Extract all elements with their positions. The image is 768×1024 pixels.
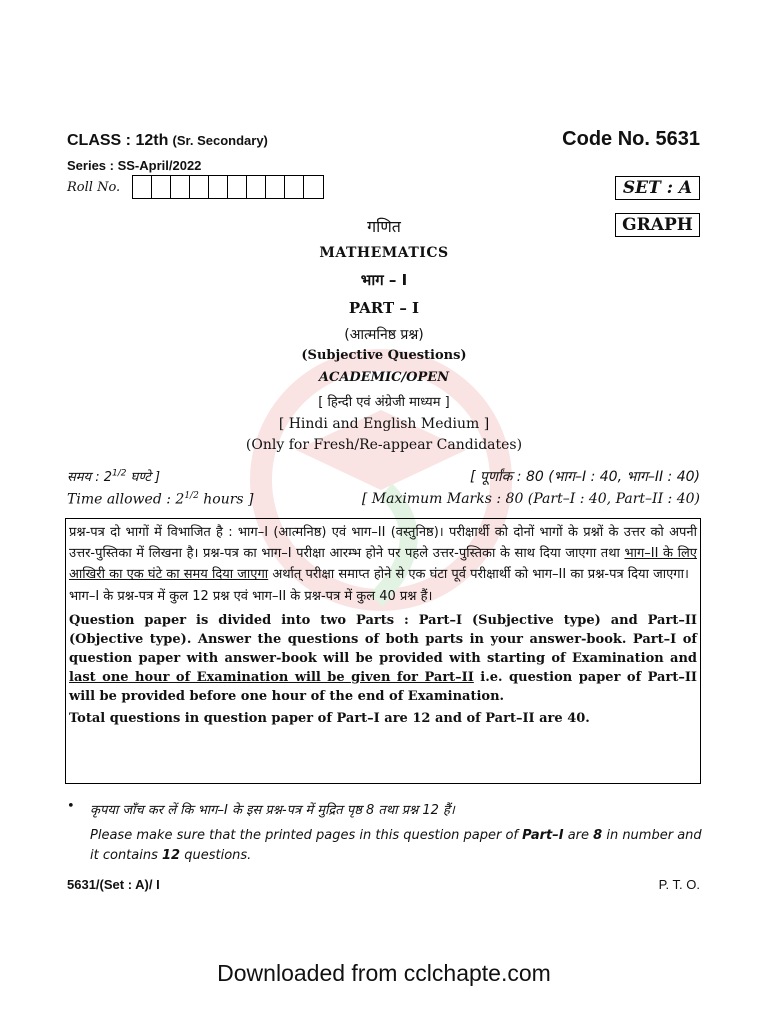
series-label: Series : SS-April/2022 bbox=[67, 158, 202, 173]
academic-open: ACADEMIC/OPEN bbox=[318, 370, 450, 385]
instructions-english bbox=[69, 611, 697, 706]
note-en-a: Please make sure that the printed pages in this question paper of bbox=[90, 828, 523, 843]
part-hindi: भाग – I bbox=[360, 271, 408, 289]
marks-english: [ Maximum Marks : 80 (Part–I : 40, Part–II : 40) bbox=[361, 491, 700, 507]
note-en-d: questions. bbox=[180, 848, 252, 863]
roll-box[interactable] bbox=[209, 176, 228, 198]
time-en-fraction: 1/2 bbox=[184, 491, 199, 501]
class-sub: (Sr. Secondary) bbox=[172, 133, 268, 148]
roll-box[interactable] bbox=[266, 176, 285, 198]
note-en-questions: 12 bbox=[162, 848, 181, 863]
subjective-hindi: (आत्मनिष्ठ प्रश्न) bbox=[344, 327, 424, 343]
instr-hi-underlined: भाग–II के लिए आखिरी का एक घंटे का समय दिया जाएगा bbox=[69, 546, 697, 582]
medium-hindi: [ हिन्दी एवं अंग्रेजी माध्यम ] bbox=[318, 395, 450, 410]
roll-box[interactable] bbox=[190, 176, 209, 198]
class-line bbox=[67, 132, 268, 150]
time-hi-fraction: 1/2 bbox=[112, 468, 127, 479]
medium-english: [ Hindi and English Medium ] bbox=[278, 416, 490, 432]
time-hindi bbox=[67, 467, 160, 485]
pto-label: P. T. O. bbox=[658, 877, 700, 892]
note-english bbox=[90, 826, 702, 866]
time-hi-unit: घण्टे ] bbox=[126, 470, 161, 485]
candidates-note: (Only for Fresh/Re-appear Candidates) bbox=[245, 437, 523, 453]
marks-hindi: [ पूर्णांक : 80 (भाग–I : 40, भाग–II : 40) bbox=[469, 469, 700, 485]
subject-hindi: गणित bbox=[367, 217, 401, 236]
instructions-box bbox=[65, 518, 701, 784]
note-en-b: are bbox=[563, 828, 594, 843]
instructions-english-total: Total questions in question paper of Part–I are 12 and of Part–II are 40. bbox=[69, 711, 590, 726]
code-number: Code No. 5631 bbox=[562, 128, 700, 150]
roll-no-boxes[interactable] bbox=[132, 175, 324, 199]
note-en-part: Part–I bbox=[522, 828, 564, 843]
time-en-unit: hours ] bbox=[198, 491, 254, 508]
roll-box[interactable] bbox=[285, 176, 304, 198]
time-english bbox=[67, 491, 254, 508]
instr-en-underlined: last one hour of Examination will be given for Part–II bbox=[69, 670, 474, 685]
graph-label: GRAPH bbox=[615, 213, 700, 237]
part-english: PART – I bbox=[348, 299, 420, 317]
instructions-hindi bbox=[69, 522, 697, 585]
instr-hi-a: प्रश्न-पत्र दो भागों में विभाजित है : भाग–I (आत्मनिष्ठ) एवं भाग–II (वस्तुनिष्ठ)। परीक्षार्थी को दोनों भागों के प्रश्नों के उत्तर को अपनी उत्तर-पुस्तिका में लिखना है। प्रश्न-पत्र का भाग–I परीक्षा आरम्भ होने पर पहले उत्तर-पुस्तिका के साथ दिया जाएगा तथा bbox=[69, 525, 697, 561]
instr-en-a: Question paper is divided into two Parts : Part–I (Subjective type) and Part–II (Objective type). Answer the questions of both parts in your answer-book. Part–I of question paper with answer-book will be provided with starting of Examination and bbox=[69, 613, 697, 666]
time-hi-text: समय : 2 bbox=[67, 470, 113, 485]
roll-box[interactable] bbox=[247, 176, 266, 198]
roll-box[interactable] bbox=[228, 176, 247, 198]
note-en-c: in number and it contains bbox=[90, 828, 702, 863]
class-label: CLASS : 12th bbox=[67, 132, 169, 149]
time-en-text: Time allowed : 2 bbox=[67, 491, 185, 508]
note-en-pages: 8 bbox=[593, 828, 603, 843]
roll-box[interactable] bbox=[171, 176, 190, 198]
subjective-english: (Subjective Questions) bbox=[301, 348, 467, 363]
note-hindi: कृपया जाँच कर लें कि भाग–I के इस प्रश्न-पत्र में मुद्रित पृष्ठ 8 तथा प्रश्न 12 हैं। bbox=[90, 803, 455, 818]
roll-no-label: Roll No. bbox=[67, 180, 121, 195]
roll-box[interactable] bbox=[152, 176, 171, 198]
footer-code: 5631/(Set : A)/ I bbox=[67, 877, 160, 892]
roll-box[interactable] bbox=[304, 176, 323, 198]
downloaded-from: Downloaded from cclchapte.com bbox=[217, 960, 551, 986]
instr-en-b: i.e. question paper of Part–II will be provided before one hour of the end of Examination. bbox=[69, 670, 697, 704]
bullet-icon: • bbox=[67, 799, 75, 814]
instructions-hindi-total: भाग–I के प्रश्न-पत्र में कुल 12 प्रश्न एवं भाग–II के प्रश्न-पत्र में कुल 40 प्रश्न हैं। bbox=[69, 589, 433, 604]
instr-hi-b: अर्थात् परीक्षा समाप्त होने से एक घंटा पूर्व परीक्षार्थी को भाग–II का प्रश्न-पत्र दिया जाएगा। bbox=[268, 567, 689, 582]
roll-box[interactable] bbox=[133, 176, 152, 198]
set-label: SET : A bbox=[615, 176, 700, 200]
subject-english: MATHEMATICS bbox=[319, 245, 449, 261]
